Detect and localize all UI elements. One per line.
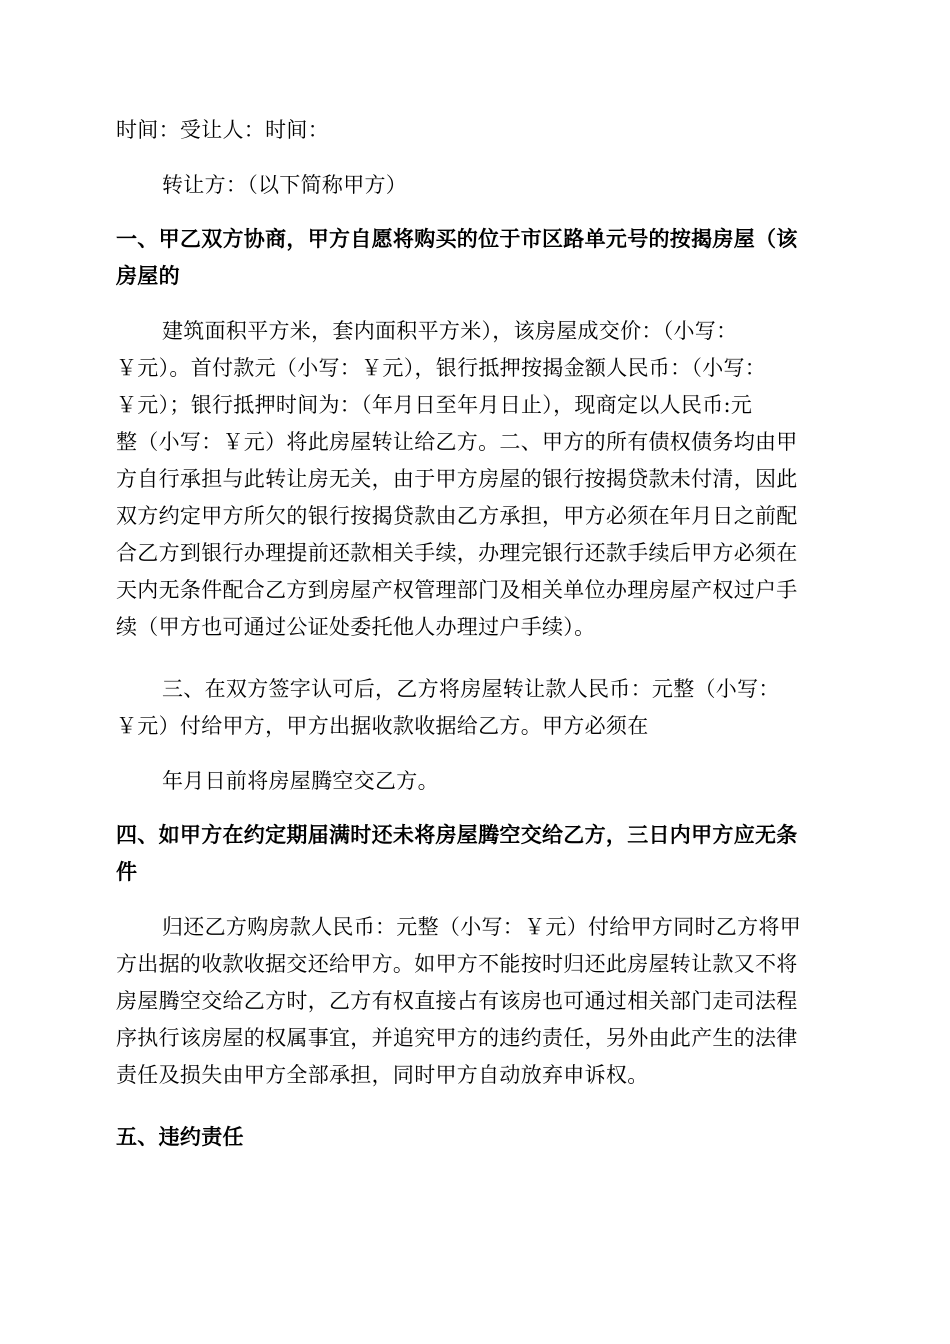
- paragraph-line: 方出据的收款收据交还给甲方。如甲方不能按时归还此房屋转让款又不将: [116, 952, 798, 976]
- paragraph-line: 责任及损失由甲方全部承担，同时甲方自动放弃申诉权。: [116, 1063, 649, 1087]
- section-1-heading-cont: 房屋的: [116, 264, 180, 288]
- section-1-heading: 一、甲乙双方协商，甲方自愿将购买的位于市区路单元号的按揭房屋（该: [116, 227, 798, 251]
- paragraph-line: 天内无条件配合乙方到房屋产权管理部门及相关单位办理房屋产权过户手: [116, 578, 798, 602]
- paragraph-line: 序执行该房屋的权属事宜，并追究甲方的违约责任，另外由此产生的法律: [116, 1026, 798, 1050]
- paragraph-line: 建筑面积平方米，套内面积平方米），该房屋成交价：（小写：: [162, 319, 738, 343]
- paragraph-line: 续（甲方也可通过公证处委托他人办理过户手续）。: [116, 615, 596, 639]
- section-4-heading: 四、如甲方在约定期届满时还未将房屋腾空交给乙方，三日内甲方应无条: [116, 823, 798, 847]
- time-line: 时间：受让人：时间：: [116, 118, 329, 142]
- transferor-line: 转让方：（以下简称甲方）: [162, 173, 408, 197]
- paragraph-line: ￥元）付给甲方，甲方出据收款收据给乙方。甲方必须在: [116, 714, 649, 738]
- paragraph-line: 三、在双方签字认可后，乙方将房屋转让款人民币：元整（小写：: [162, 677, 780, 701]
- paragraph-line: 合乙方到银行办理提前还款相关手续，办理完银行还款手续后甲方必须在: [116, 541, 798, 565]
- paragraph-line: ￥元）；银行抵押时间为：（年月日至年月日止），现商定以人民币:元: [116, 393, 753, 417]
- section-4-heading-cont: 件: [116, 860, 138, 884]
- paragraph-line: 方自行承担与此转让房无关，由于甲方房屋的银行按揭贷款未付清，因此: [116, 467, 798, 491]
- paragraph-line: 整（小写：￥元）将此房屋转让给乙方。二、甲方的所有债权债务均由甲: [116, 430, 798, 454]
- section-5-heading: 五、违约责任: [116, 1125, 244, 1149]
- paragraph-line: 归还乙方购房款人民币：元整（小写：￥元）付给甲方同时乙方将甲: [162, 915, 801, 939]
- paragraph-line: 房屋腾空交给乙方时，乙方有权直接占有该房也可通过相关部门走司法程: [116, 989, 798, 1013]
- paragraph-line: 双方约定甲方所欠的银行按揭贷款由乙方承担，甲方必须在年月日之前配: [116, 504, 798, 528]
- paragraph-line: 年月日前将房屋腾空交乙方。: [162, 769, 439, 793]
- paragraph-line: ￥元）。首付款元（小写：￥元），银行抵押按揭金额人民币：（小写：: [116, 356, 767, 380]
